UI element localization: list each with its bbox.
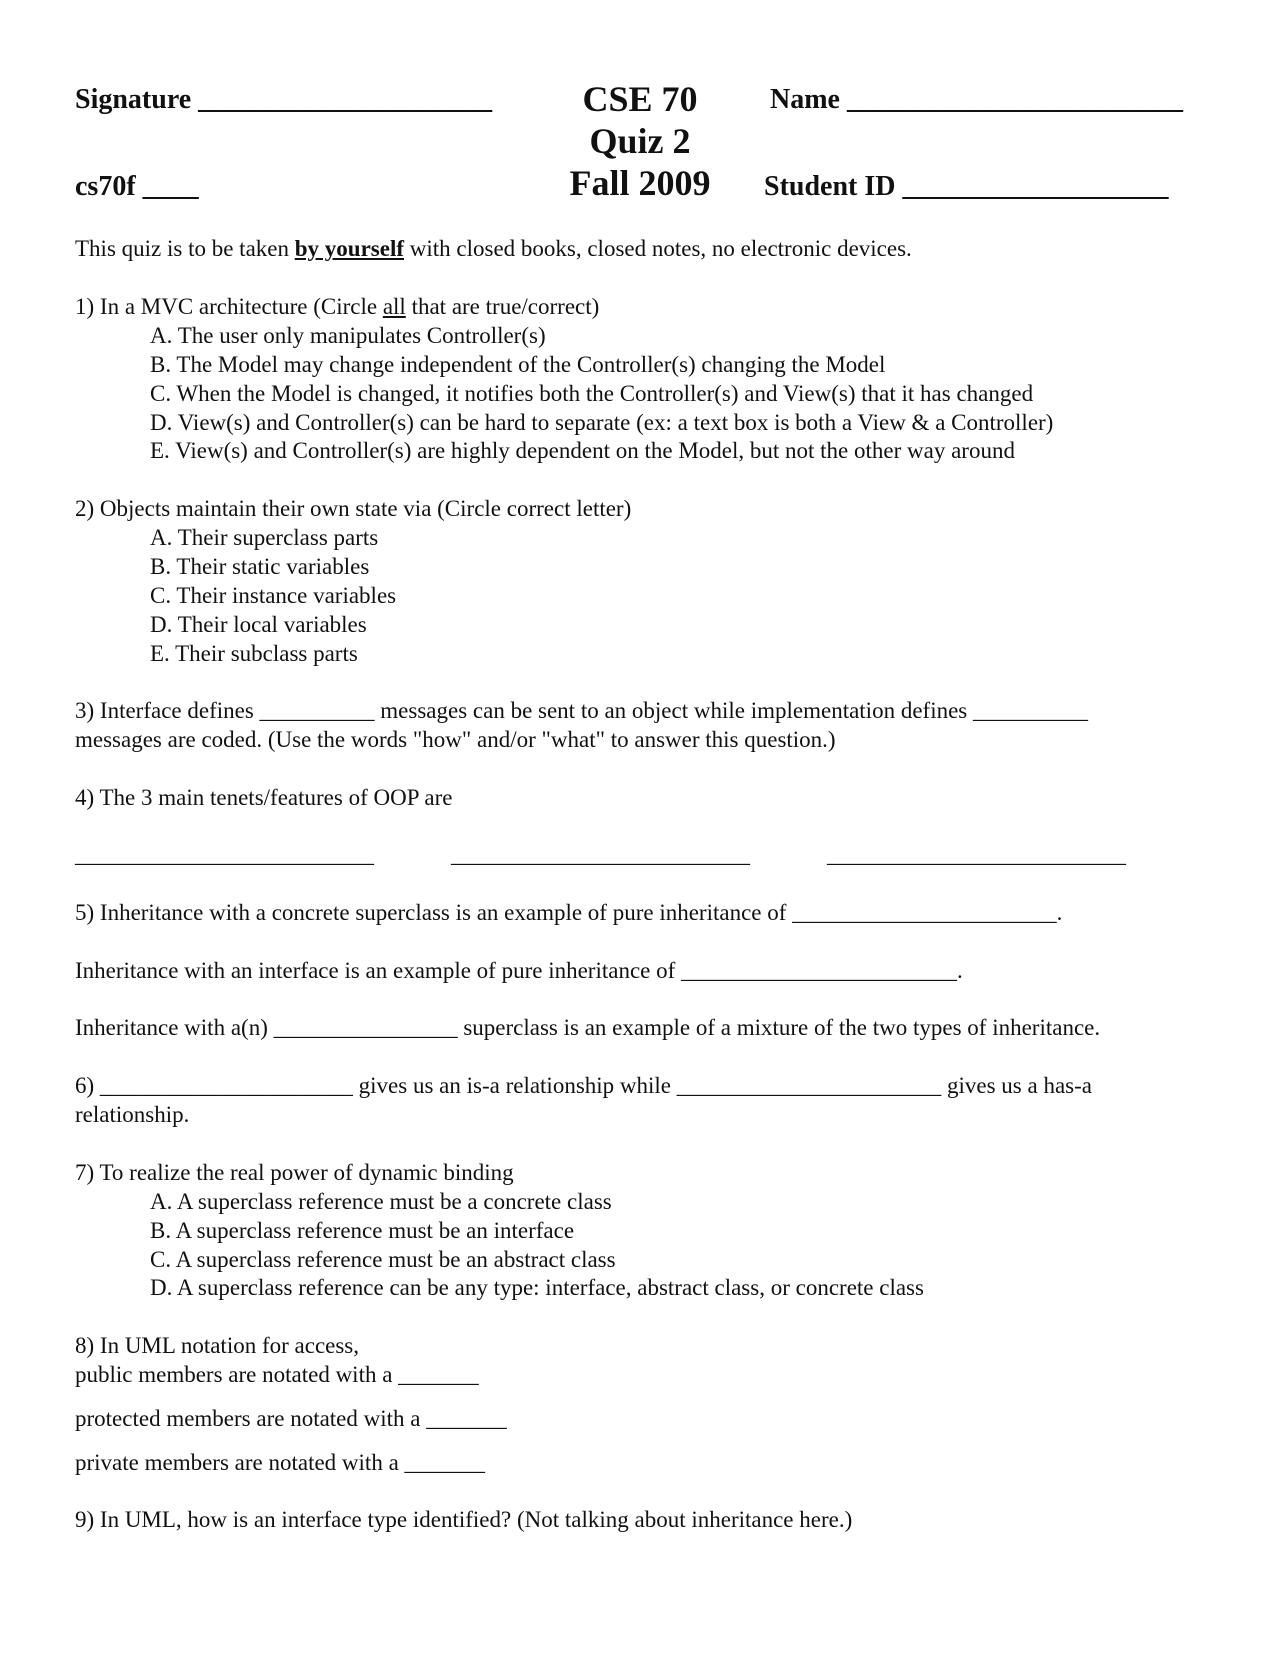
q1-suffix: that are true/correct) bbox=[405, 294, 600, 319]
question-5-line-1: 5) Inheritance with a concrete superclass is an example of pure inheritance of _______________________. bbox=[75, 900, 1063, 925]
q4-blank-1[interactable]: __________________________ bbox=[75, 842, 374, 867]
question-4: 4) The 3 main tenets/features of OOP are bbox=[75, 785, 453, 810]
question-3-line-1: 3) Interface defines __________ messages can be sent to an object while implementation defines __________ bbox=[75, 698, 1088, 723]
login-field[interactable]: cs70f ____ bbox=[75, 171, 199, 202]
instructions-emphasis: by yourself bbox=[294, 236, 404, 261]
q7-option-d[interactable]: D. A superclass reference can be any type: interface, abstract class, or concrete class bbox=[150, 1275, 924, 1300]
instructions-after: with closed books, closed notes, no electronic devices. bbox=[404, 236, 912, 261]
q1-underlined: all bbox=[382, 294, 406, 319]
instructions bbox=[75, 237, 912, 260]
question-5-line-2: Inheritance with an interface is an example of pure inheritance of ________________________. bbox=[75, 958, 963, 983]
q1-option-b[interactable]: B. The Model may change independent of the Controller(s) changing the Model bbox=[150, 352, 886, 377]
q7-option-b[interactable]: B. A superclass reference must be an interface bbox=[150, 1218, 575, 1243]
question-6-line-1: 6) ______________________ gives us an is-a relationship while _______________________ gives us a has-a bbox=[75, 1073, 1092, 1098]
name-field[interactable]: Name ________________________ bbox=[770, 84, 1183, 115]
question-9: 9) In UML, how is an interface type identified? (Not talking about inheritance here.) bbox=[75, 1507, 853, 1532]
q1-option-a[interactable]: A. The user only manipulates Controller(s) bbox=[150, 323, 546, 348]
question-1 bbox=[75, 295, 599, 318]
question-5-line-3: Inheritance with a(n) ________________ superclass is an example of a mixture of the two types of inheritance. bbox=[75, 1015, 1101, 1040]
q1-option-e[interactable]: E. View(s) and Controller(s) are highly dependent on the Model, but not the other way around bbox=[150, 438, 1015, 463]
q2-option-b[interactable]: B. Their static variables bbox=[150, 554, 370, 579]
question-7: 7) To realize the real power of dynamic binding bbox=[75, 1160, 514, 1185]
q2-option-a[interactable]: A. Their superclass parts bbox=[150, 525, 379, 550]
q7-option-a[interactable]: A. A superclass reference must be a concrete class bbox=[150, 1189, 612, 1214]
q2-option-c[interactable]: C. Their instance variables bbox=[150, 583, 397, 608]
question-6-line-2: relationship. bbox=[75, 1102, 190, 1127]
q7-option-c[interactable]: C. A superclass reference must be an abstract class bbox=[150, 1247, 616, 1272]
q8-private[interactable]: private members are notated with a _______ bbox=[75, 1450, 486, 1475]
q8-public[interactable]: public members are notated with a _______ bbox=[75, 1362, 479, 1387]
q1-option-d[interactable]: D. View(s) and Controller(s) can be hard to separate (ex: a text box is both a View & a Controller) bbox=[150, 410, 1054, 435]
q1-option-c[interactable]: C. When the Model is changed, it notifies both the Controller(s) and View(s) that it has changed bbox=[150, 381, 1034, 406]
q8-protected[interactable]: protected members are notated with a _______ bbox=[75, 1406, 507, 1431]
student-id-field[interactable]: Student ID ___________________ bbox=[764, 171, 1169, 202]
question-3-line-2: messages are coded. (Use the words "how" and/or "what" to answer this question.) bbox=[75, 727, 836, 752]
signature-field[interactable]: Signature _____________________ bbox=[75, 84, 493, 115]
course-title: CSE 70 bbox=[582, 79, 698, 119]
term-title: Fall 2009 bbox=[569, 163, 711, 203]
q1-prefix: 1) In a MVC architecture (Circle bbox=[75, 294, 383, 319]
q4-blank-3[interactable]: __________________________ bbox=[827, 842, 1126, 867]
question-2: 2) Objects maintain their own state via (Circle correct letter) bbox=[75, 496, 632, 521]
quiz-title: Quiz 2 bbox=[589, 121, 691, 161]
q4-blank-2[interactable]: __________________________ bbox=[451, 842, 750, 867]
instructions-before: This quiz is to be taken bbox=[75, 236, 295, 261]
q2-option-e[interactable]: E. Their subclass parts bbox=[150, 641, 358, 666]
question-8: 8) In UML notation for access, bbox=[75, 1333, 360, 1358]
q2-option-d[interactable]: D. Their local variables bbox=[150, 612, 367, 637]
